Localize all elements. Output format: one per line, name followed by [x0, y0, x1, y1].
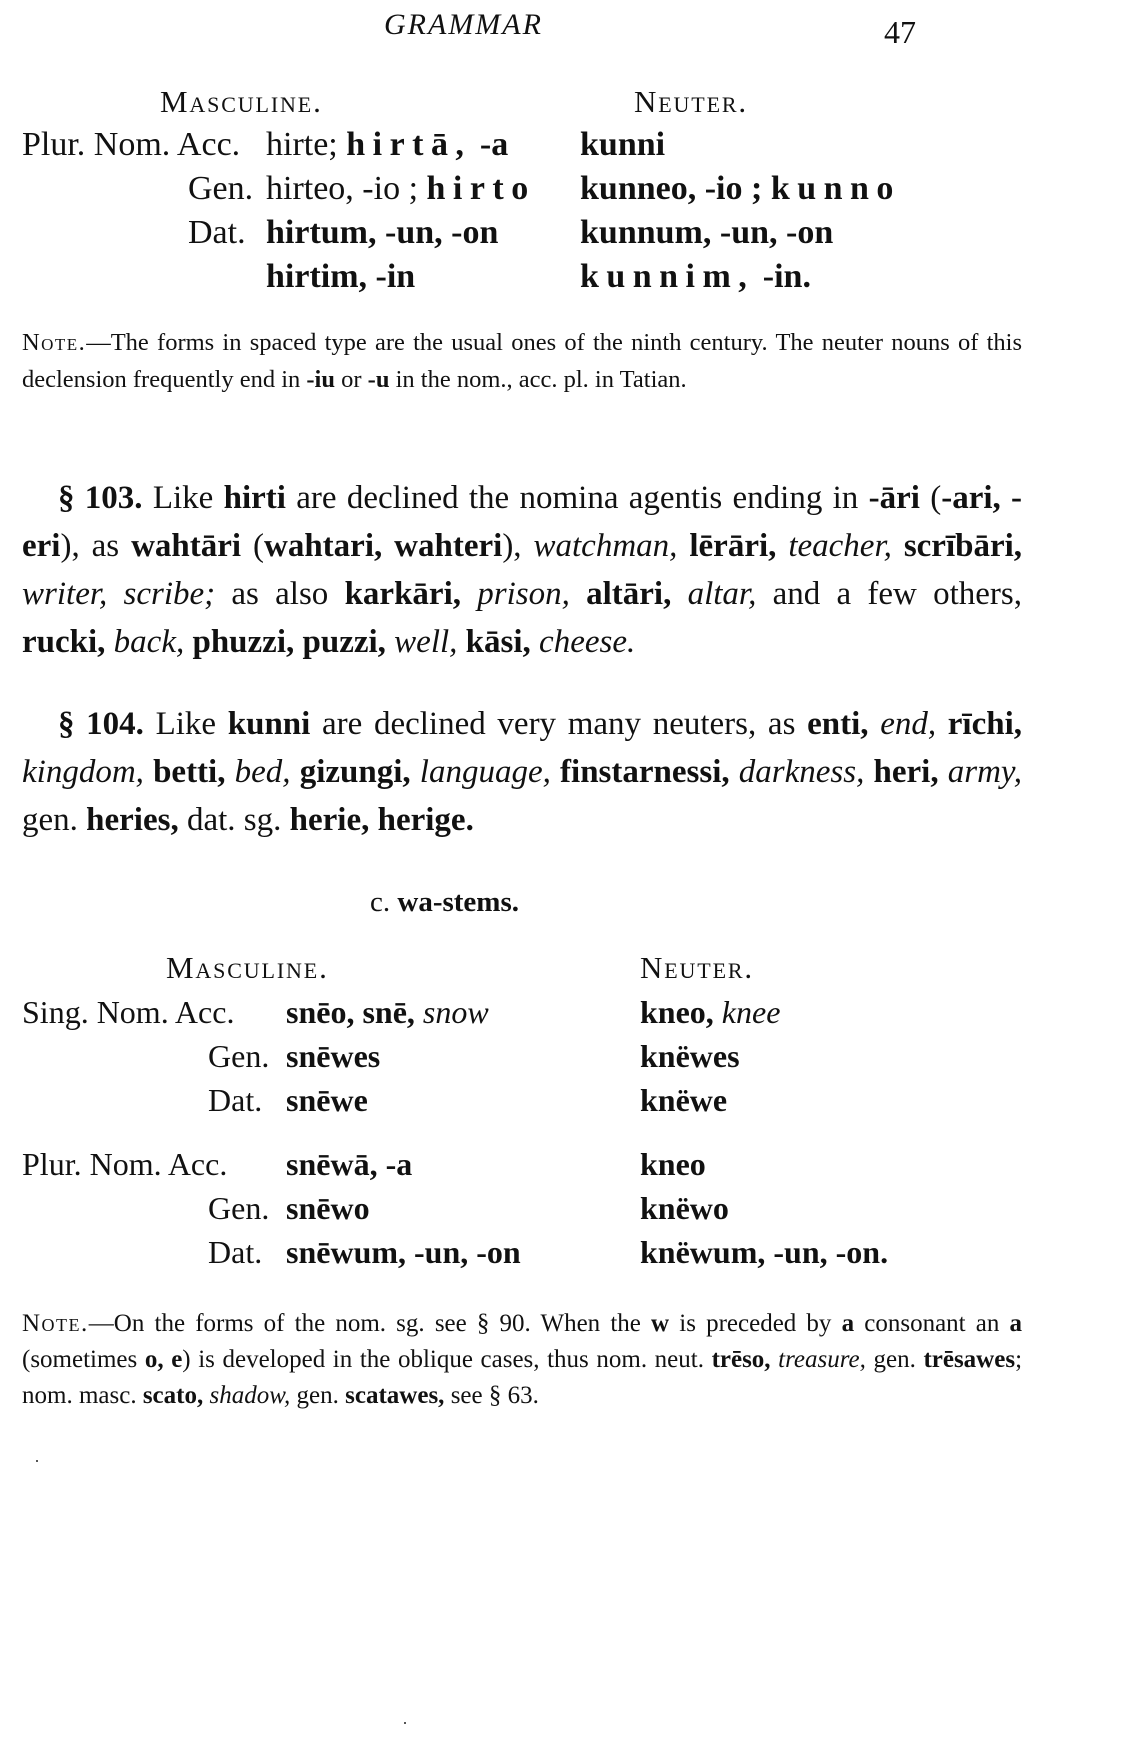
form-masc-plur-gen: snēwo: [286, 1190, 370, 1226]
row-label-plur-dat: Dat.: [208, 1234, 263, 1270]
form-neut-sing-dat: knëwe: [640, 1082, 728, 1118]
form-masc-plur-dat: hirtum, -un, -on: [266, 214, 499, 251]
row-label-plur-gen: Gen.: [208, 1190, 270, 1226]
form-masc-plur-gen: hirteo, -io ; hirto: [266, 170, 536, 207]
row-label-gen: Gen.: [188, 170, 254, 207]
page-number: 47: [884, 14, 916, 50]
row-label-plur-nom-acc: Plur. Nom. Acc.: [22, 126, 241, 163]
form-neut-sing-gen: knëwes: [640, 1038, 740, 1074]
form-neut-plur-nom: kneo: [640, 1146, 706, 1182]
form-neut-sing-nom: kneo, knee: [640, 994, 781, 1030]
form-neut-plur-gen: kunneo, -io ; kunno: [580, 170, 901, 207]
note-wa-stems: Note.—On the forms of the nom. sg. see § 90. When the w is preceded by a consonant an a (sometimes o, e) is developed in the oblique cases, thus nom. neut. trēso, treasure, gen. trēsawes; nom. masc. scato, shadow, gen. scatawes, see § 63.: [22, 1310, 1023, 1409]
column-header-neuter: Neuter.: [634, 84, 749, 119]
scan-speck: [404, 1722, 406, 1724]
form-neut-plur-dat: kunnum, -un, -on: [580, 214, 834, 251]
scan-speck: [36, 1460, 38, 1462]
paragraph-103: § 103. Like hirti are declined the nomina agentis ending in -āri (-ari, -eri), as wahtāri (wahtari, wahteri), watchman, lērāri, teacher, scrībāri, writer, scribe; as also karkāri, prison, altāri, altar, and a few others, rucki, back, phuzzi, puzzi, well, kāsi, cheese.: [22, 480, 1023, 660]
running-header-title: GRAMMAR: [384, 8, 543, 41]
form-masc-sing-nom: snēo, snē, snow: [286, 994, 489, 1030]
form-neut-plur-nom: kunni: [580, 126, 666, 163]
form-masc-sing-dat: snēwe: [286, 1082, 368, 1118]
section-number-104: § 104.: [58, 706, 144, 742]
row-label-sing-nom-acc: Sing. Nom. Acc.: [22, 994, 235, 1030]
form-neut-plur-gen: knëwo: [640, 1190, 729, 1226]
form-masc-plur-ins: hirtim, -in: [266, 258, 416, 295]
form-masc-plur-nom: snēwā, -a: [286, 1146, 413, 1182]
column-header-masculine: Masculine.: [166, 950, 329, 985]
row-label-sing-gen: Gen.: [208, 1038, 270, 1074]
section-heading-wa-stems: c. wa-stems.: [370, 886, 519, 918]
form-neut-plur-ins: kunnim, -in.: [580, 258, 811, 295]
form-masc-sing-gen: snēwes: [286, 1038, 381, 1074]
row-label-plur-nom-acc: Plur. Nom. Acc.: [22, 1146, 228, 1182]
row-label-dat: Dat.: [188, 214, 246, 251]
note-spaced-type: Note.—The forms in spaced type are the usual ones of the ninth century. The neuter nouns of this declension frequently end in -iu or -u in the nom., acc. pl. in Tatian.: [22, 329, 1022, 393]
paragraph-104: § 104. Like kunni are declined very many neuters, as enti, end, rīchi, kingdom, betti, bed, gizungi, language, finstarnessi, darkness, heri, army, gen. heries, dat. sg. herie, herige.: [22, 706, 1022, 838]
form-masc-plur-nom: hirte; hirtā, -a: [266, 126, 509, 163]
column-header-masculine: Masculine.: [160, 84, 323, 119]
row-label-sing-dat: Dat.: [208, 1082, 263, 1118]
section-number-103: § 103.: [58, 480, 143, 516]
column-header-neuter: Neuter.: [640, 950, 755, 985]
form-masc-plur-dat: snēwum, -un, -on: [286, 1234, 521, 1270]
form-neut-plur-dat: knëwum, -un, -on.: [640, 1234, 889, 1270]
